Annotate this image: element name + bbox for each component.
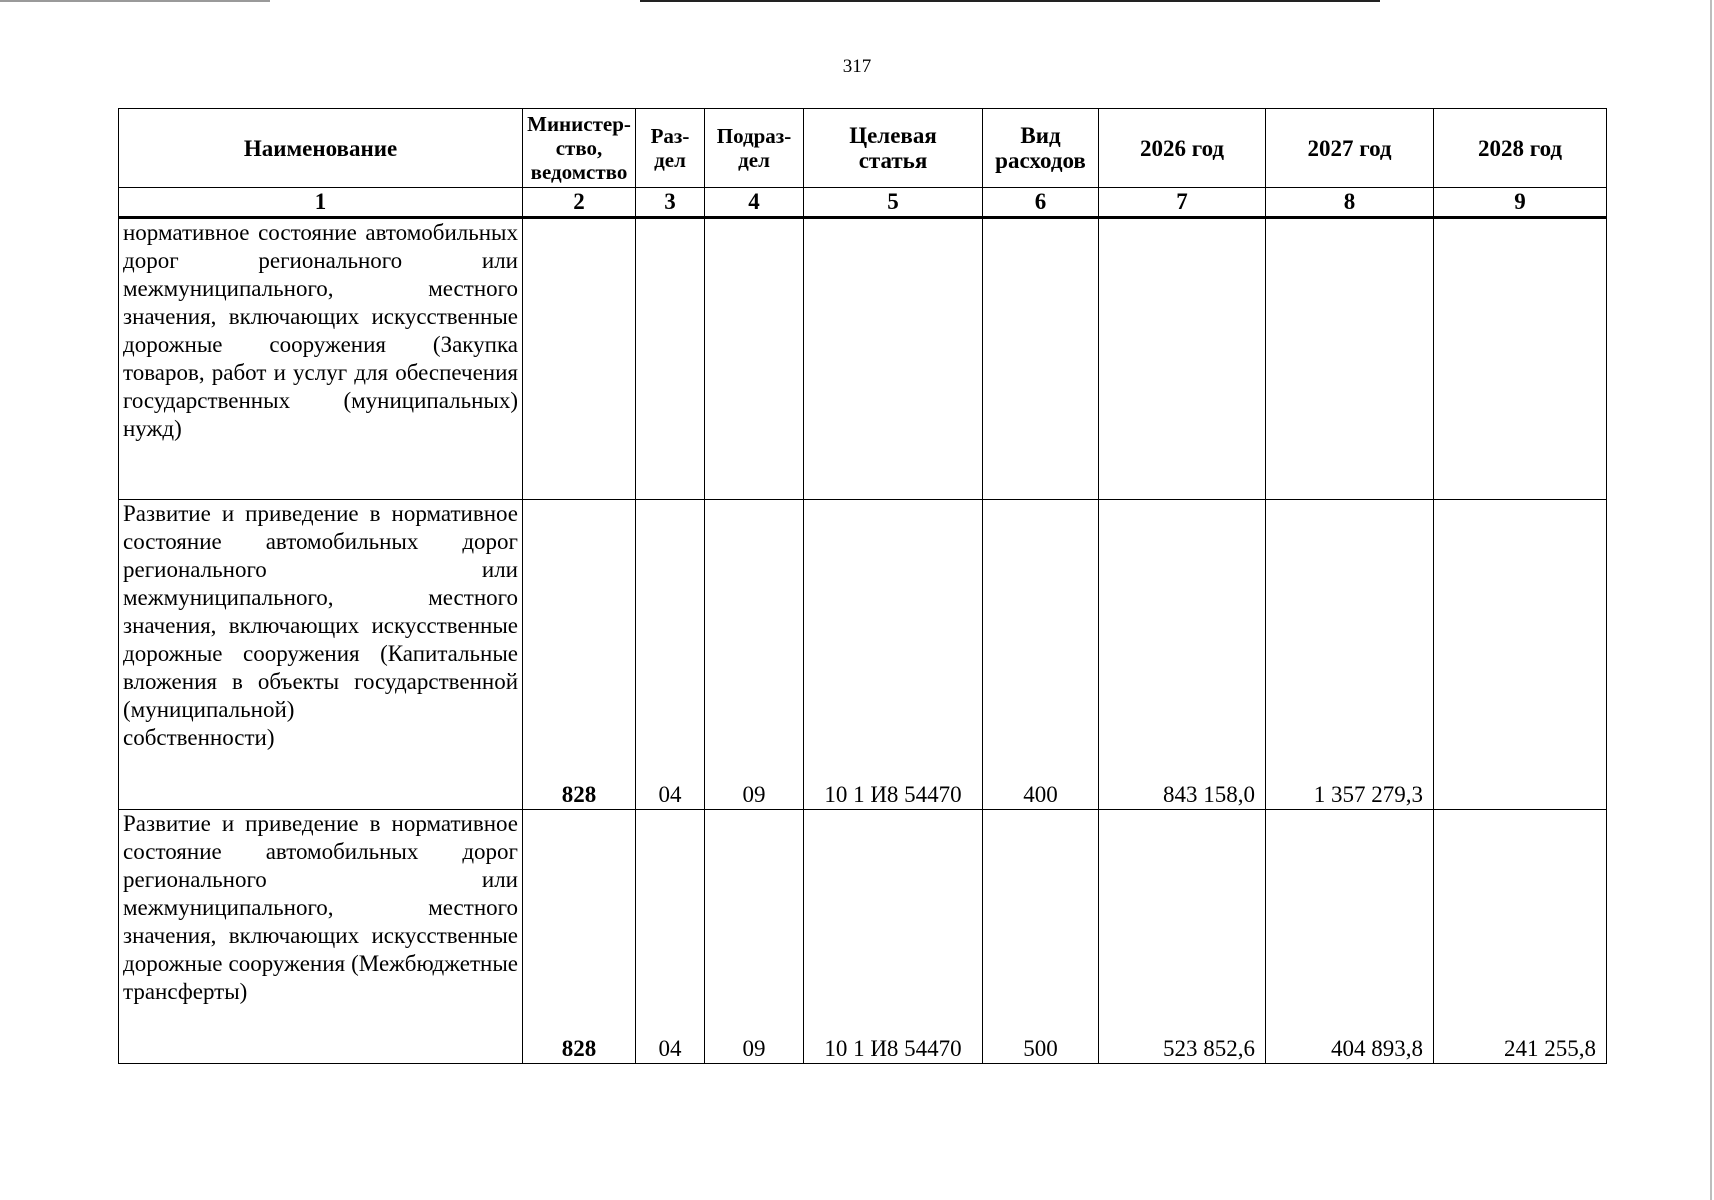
header-row <box>119 109 1607 188</box>
row-name-cell <box>119 500 523 810</box>
expense-type-cell <box>983 218 1099 500</box>
header-name: Наименование <box>119 109 523 188</box>
table-row <box>119 810 1607 1064</box>
section-cell: 04 <box>636 810 705 1064</box>
header-ministry: Министер- ство, ведомство <box>523 109 636 188</box>
header-expense-type: Вид расходов <box>983 109 1099 188</box>
row-name-text-end: нужд) <box>123 416 182 441</box>
row-name-cell <box>119 810 523 1064</box>
row-name-text-end: трансферты) <box>123 979 248 1004</box>
expense-type-cell: 500 <box>983 810 1099 1064</box>
target-article-cell <box>804 218 983 500</box>
header-2028: 2028 год <box>1434 109 1607 188</box>
row-name-text: Развитие и приведение в нормативное состояние автомобильных дорог регионального или межмуниципального, местного значения, включающих искусственные дорожные сооружения (Капитальные вложения в объекты государственной (муниципальной) <box>123 501 518 722</box>
amount-2027-cell: 1 357 279,3 <box>1266 500 1434 810</box>
column-number: 7 <box>1099 188 1266 218</box>
row-name-cell <box>119 218 523 500</box>
amount-2026-cell: 843 158,0 <box>1099 500 1266 810</box>
column-number: 2 <box>523 188 636 218</box>
column-number-row <box>119 188 1607 218</box>
target-article-cell: 10 1 И8 54470 <box>804 810 983 1064</box>
target-article-cell: 10 1 И8 54470 <box>804 500 983 810</box>
header-target-article: Целевая статья <box>804 109 983 188</box>
header-2027: 2027 год <box>1266 109 1434 188</box>
column-number: 3 <box>636 188 705 218</box>
subsection-cell <box>705 218 804 500</box>
amount-2027-cell <box>1266 218 1434 500</box>
row-name-text-end: собственности) <box>123 725 275 750</box>
amount-2028-cell: 241 255,8 <box>1434 810 1607 1064</box>
section-cell: 04 <box>636 500 705 810</box>
section-cell <box>636 218 705 500</box>
amount-2026-cell: 523 852,6 <box>1099 810 1266 1064</box>
page-number: 317 <box>842 56 872 77</box>
column-number: 4 <box>705 188 804 218</box>
subsection-cell: 09 <box>705 810 804 1064</box>
amount-2027-cell: 404 893,8 <box>1266 810 1434 1064</box>
table-row <box>119 218 1607 500</box>
ministry-cell: 828 <box>523 500 636 810</box>
budget-table <box>118 108 1607 1064</box>
table-row <box>119 500 1607 810</box>
column-number: 8 <box>1266 188 1434 218</box>
column-number: 6 <box>983 188 1099 218</box>
ministry-cell: 828 <box>523 810 636 1064</box>
expense-type-cell: 400 <box>983 500 1099 810</box>
header-2026: 2026 год <box>1099 109 1266 188</box>
scan-artifact-edge <box>1710 0 1712 1200</box>
column-number: 9 <box>1434 188 1607 218</box>
ministry-cell <box>523 218 636 500</box>
row-name-text: нормативное состояние автомобильных дорог регионального или межмуниципального, местного значения, включающих искусственные дорожные сооружения (Закупка товаров, работ и услуг для обеспечения государственных (муниципальных) <box>123 220 518 413</box>
column-number: 1 <box>119 188 523 218</box>
header-subsection: Подраз- дел <box>705 109 804 188</box>
amount-2028-cell <box>1434 218 1607 500</box>
amount-2026-cell <box>1099 218 1266 500</box>
subsection-cell: 09 <box>705 500 804 810</box>
scan-artifact-line <box>0 0 270 2</box>
row-name-text: Развитие и приведение в нормативное состояние автомобильных дорог регионального или межмуниципального, местного значения, включающих искусственные дорожные сооружения (Межбюджетные <box>123 811 518 976</box>
header-section: Раз- дел <box>636 109 705 188</box>
amount-2028-cell <box>1434 500 1607 810</box>
column-number: 5 <box>804 188 983 218</box>
scan-artifact-line <box>640 0 1380 2</box>
